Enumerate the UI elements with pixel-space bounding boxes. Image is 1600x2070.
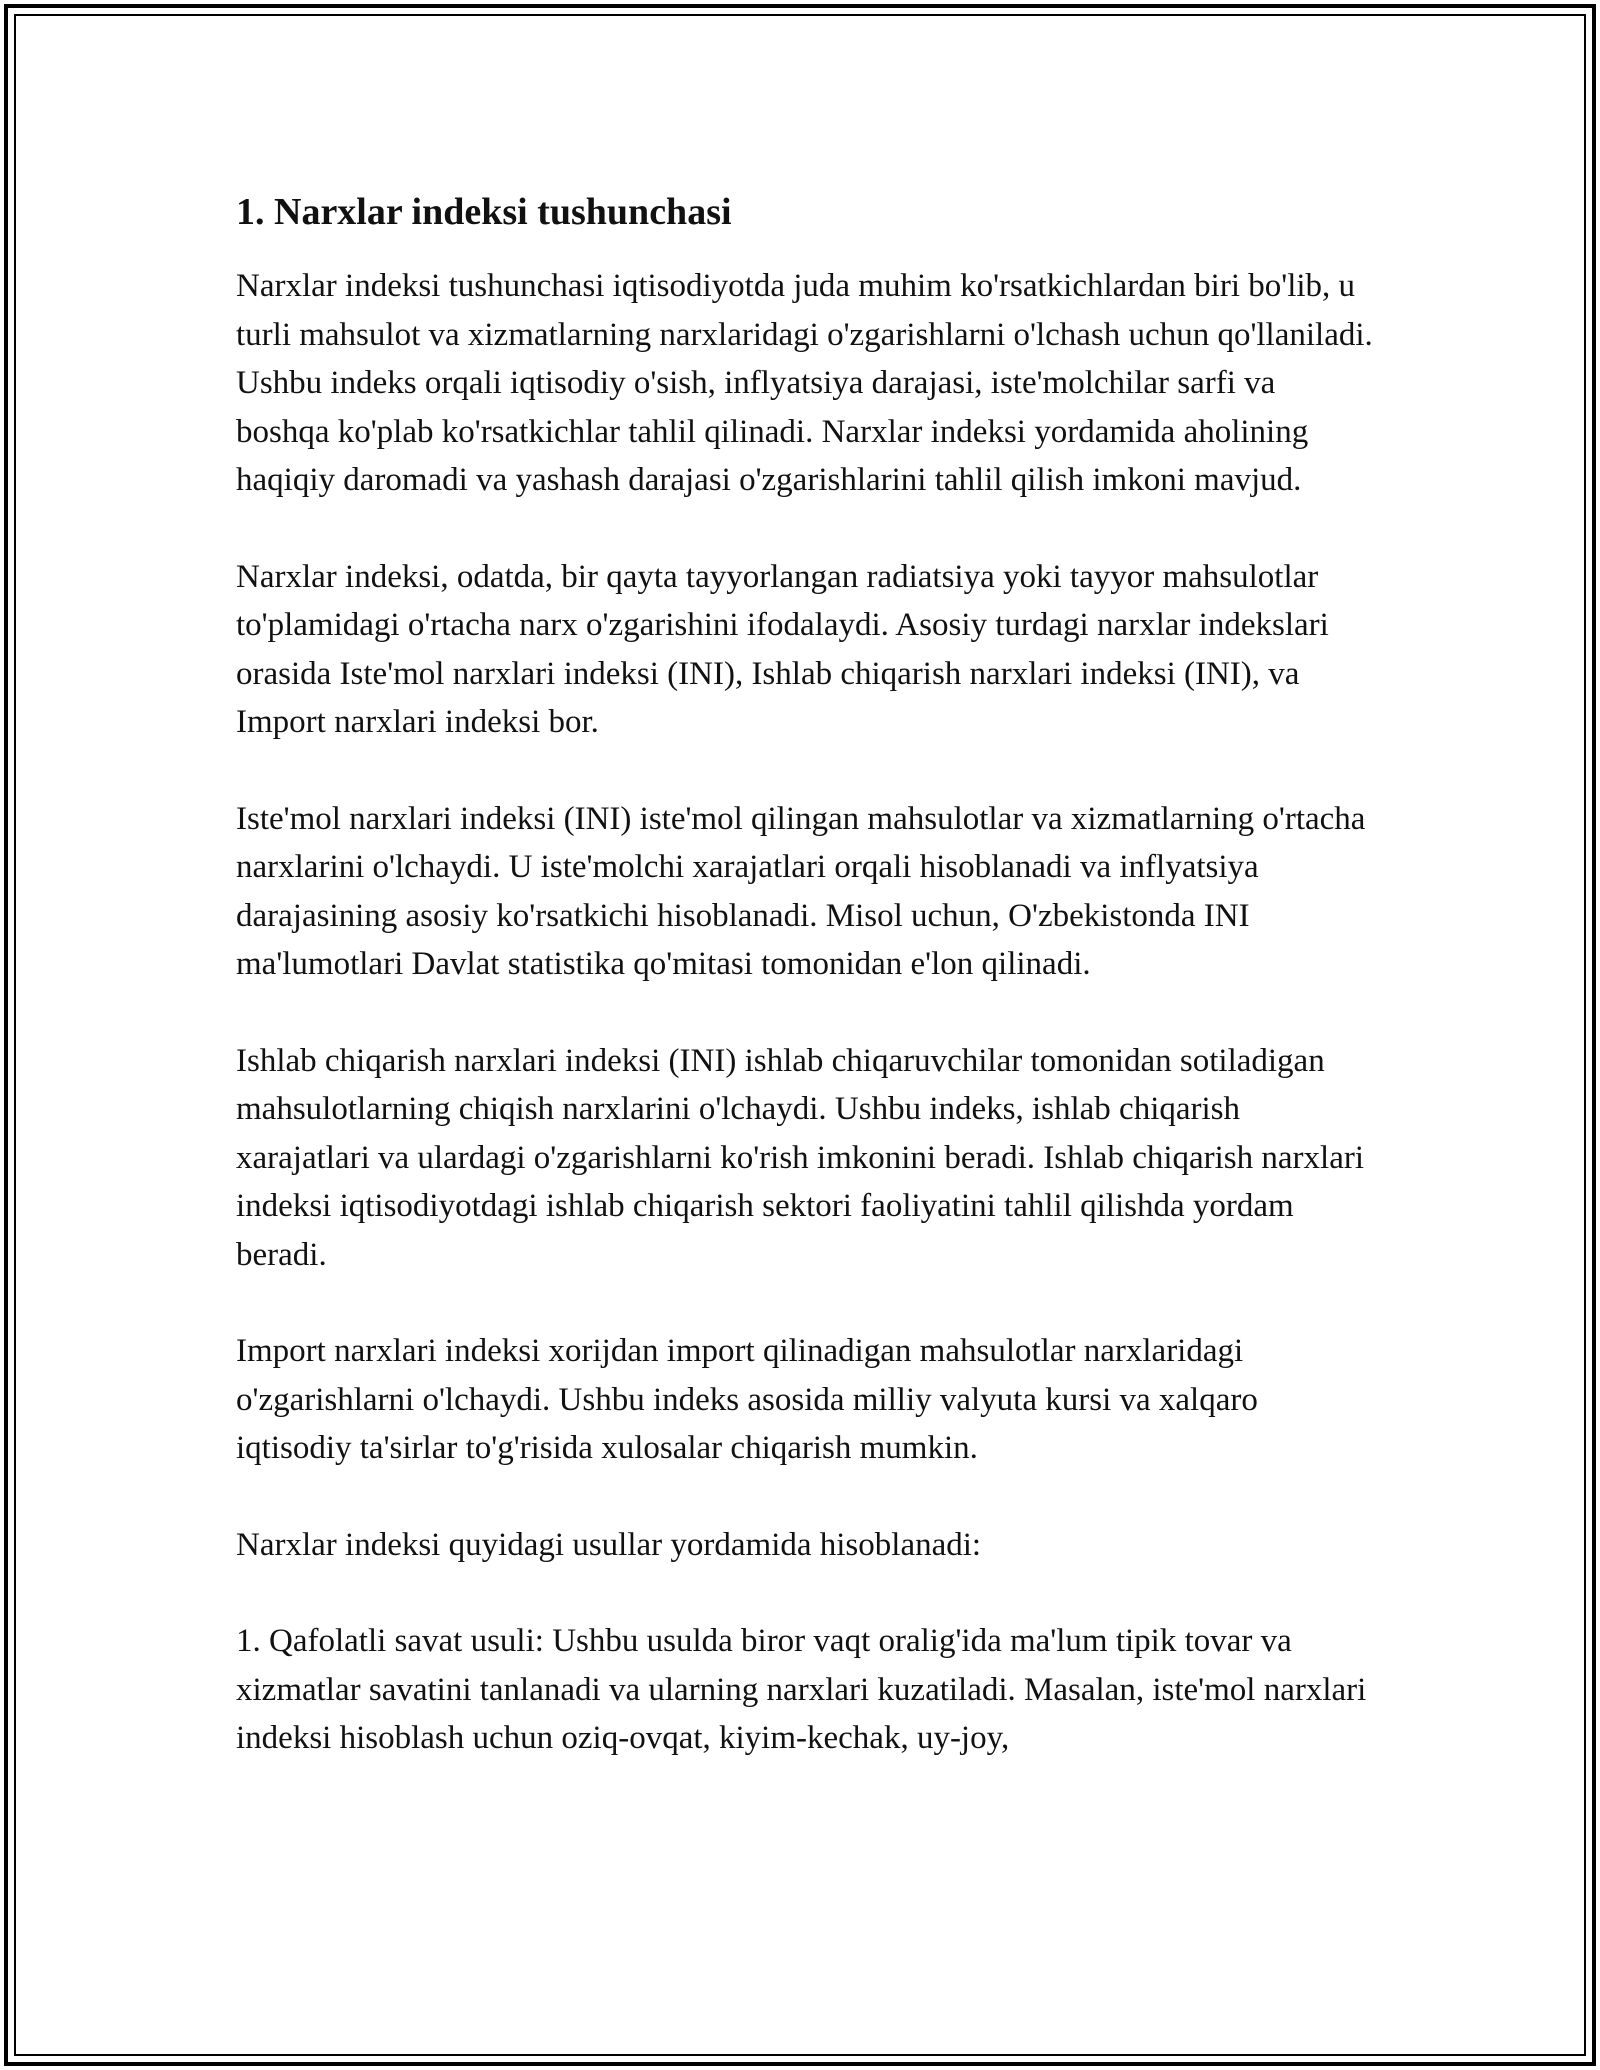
document-body <box>236 190 1376 1811</box>
section-title: 1. Narxlar indeksi tushunchasi <box>236 191 732 233</box>
paragraph-producer-price-index: Ishlab chiqarish narxlari indeksi (INI) ishlab chiqaruvchilar tomonidan sotiladigan mahsulotlarning chiqish narxlarini o'lchaydi. Ushbu indeks, ishlab chiqarish xarajatlari va ulardagi o'zgarishlarni ko'rish imkonini beradi. Ishlab chiqarish narxlari indeksi iqtisodiyotdagi ishlab chiqarish sektori faoliyatini tahlil qilishda yordam beradi. <box>236 1042 1365 1273</box>
paragraph-consumer-price-index: Iste'mol narxlari indeksi (INI) iste'mol qilingan mahsulotlar va xizmatlarning o'rtacha narxlarini o'lchaydi. U iste'molchi xarajatlari orqali hisoblanadi va inflyatsiya darajasining asosiy ko'rsatkichi hisoblanadi. Misol uchun, O'zbekistonda INI ma'lumotlari Davlat statistika qo'mitasi tomonidan e'lon qilinadi. <box>236 800 1366 982</box>
paragraph-methods-intro: Narxlar indeksi quyidagi usullar yordamida hisoblanadi: <box>236 1526 982 1563</box>
paragraph-intro: Narxlar indeksi tushunchasi iqtisodiyotda juda muhim ko'rsatkichlardan biri bo'lib, u turli mahsulot va xizmatlarning narxlaridagi o'zgarishlarni o'lchash uchun qo'llaniladi. Ushbu indeks orqali iqtisodiy o'sish, inflyatsiya darajasi, iste'molchilar sarfi va boshqa ko'plab ko'rsatkichlar tahlil qilinadi. Narxlar indeksi yordamida aholining haqiqiy daromadi va yashash darajasi o'zgarishlarini tahlil qilish imkoni mavjud. <box>236 268 1373 498</box>
paragraph-index-types: Narxlar indeksi, odatda, bir qayta tayyorlangan radiatsiya yoki tayyor mahsulotlar to'plamidagi o'rtacha narx o'zgarishini ifodalaydi. Asosiy turdagi narxlar indekslari orasida Iste'mol narxlari indeksi (INI), Ishlab chiqarish narxlari indeksi (INI), va Import narxlari indeksi bor. <box>236 558 1329 740</box>
paragraph-import-price-index: Import narxlari indeksi xorijdan import qilinadigan mahsulotlar narxlaridagi o'zgarishlarni o'lchaydi. Ushbu indeks asosida milliy valyuta kursi va xalqaro iqtisodiy ta'sirlar to'g'risida xulosalar chiqarish mumkin. <box>236 1333 1258 1466</box>
paragraph-basket-method: 1. Qafolatli savat usuli: Ushbu usulda biror vaqt oralig'ida ma'lum tipik tovar va xizmatlar savatini tanlanadi va ularning narxlari kuzatiladi. Masalan, iste'mol narxlari indeksi hisoblash uchun oziq-ovqat, kiyim-kechak, uy-joy, <box>236 1623 1367 1756</box>
